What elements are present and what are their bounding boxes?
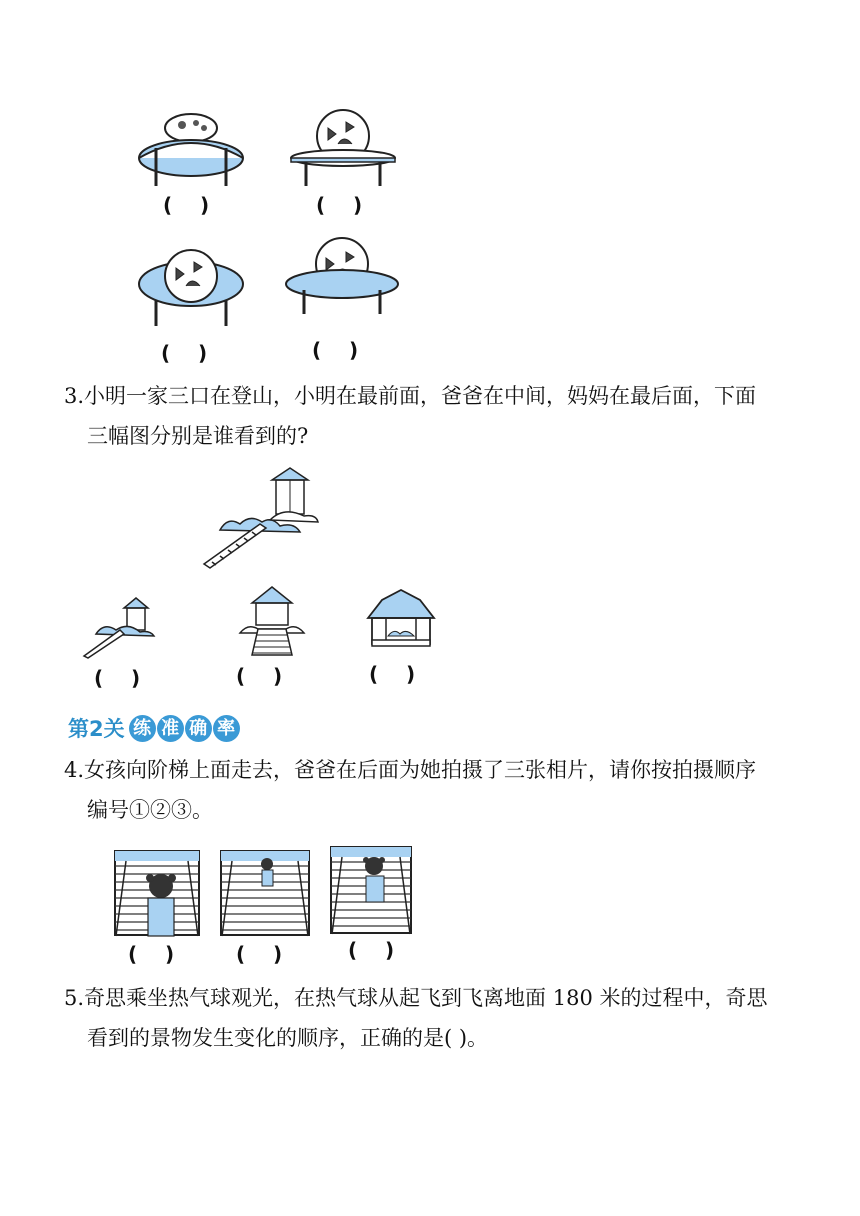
section-badge: 确 [185, 715, 212, 742]
answer-blank[interactable]: ( ) [369, 662, 416, 686]
answer-blank[interactable]: ( ) [236, 664, 283, 688]
answer-blank[interactable]: ( ) [348, 938, 395, 962]
question-4-line-2: 编号①②③。 [87, 798, 213, 822]
pavilion-view-near [362, 588, 440, 650]
stairs-photo-far [220, 850, 310, 936]
fishbowl-figure-4 [282, 238, 402, 318]
fishbowl-figure-2 [288, 108, 398, 188]
section-header [68, 712, 241, 744]
stairs-photo-close [114, 850, 200, 936]
pavilion-view-far [80, 594, 160, 660]
answer-blank[interactable]: ( ) [312, 338, 359, 362]
section-badge: 练 [129, 715, 156, 742]
stairs-photo-middle [330, 846, 412, 934]
answer-blank[interactable]: ( ) [163, 193, 210, 217]
section-badge: 准 [157, 715, 184, 742]
fishbowl-figure-3 [136, 248, 246, 328]
question-3-line-2: 三幅图分别是谁看到的? [87, 424, 309, 448]
mountain-pavilion-scene [200, 466, 330, 570]
section-badge: 率 [213, 715, 240, 742]
question-5-line-2: 看到的景物发生变化的顺序，正确的是( )。 [87, 1026, 489, 1050]
answer-blank[interactable]: ( ) [128, 942, 175, 966]
question-3-line-1: 3.小明一家三口在登山，小明在最前面，爸爸在中间，妈妈在最后面，下面 [64, 384, 757, 408]
answer-blank[interactable]: ( ) [316, 193, 363, 217]
answer-blank[interactable]: ( ) [94, 666, 141, 690]
fishbowl-figure-1 [136, 108, 246, 188]
pavilion-view-middle [238, 585, 306, 657]
answer-blank[interactable]: ( ) [236, 942, 283, 966]
section-level: 第2关 [68, 717, 125, 741]
answer-blank[interactable]: ( ) [161, 341, 208, 365]
question-4-line-1: 4.女孩向阶梯上面走去，爸爸在后面为她拍摄了三张相片，请你按拍摄顺序 [64, 758, 757, 782]
question-5-line-1: 5.奇思乘坐热气球观光，在热气球从起飞到飞离地面 180 米的过程中，奇思 [64, 986, 768, 1010]
